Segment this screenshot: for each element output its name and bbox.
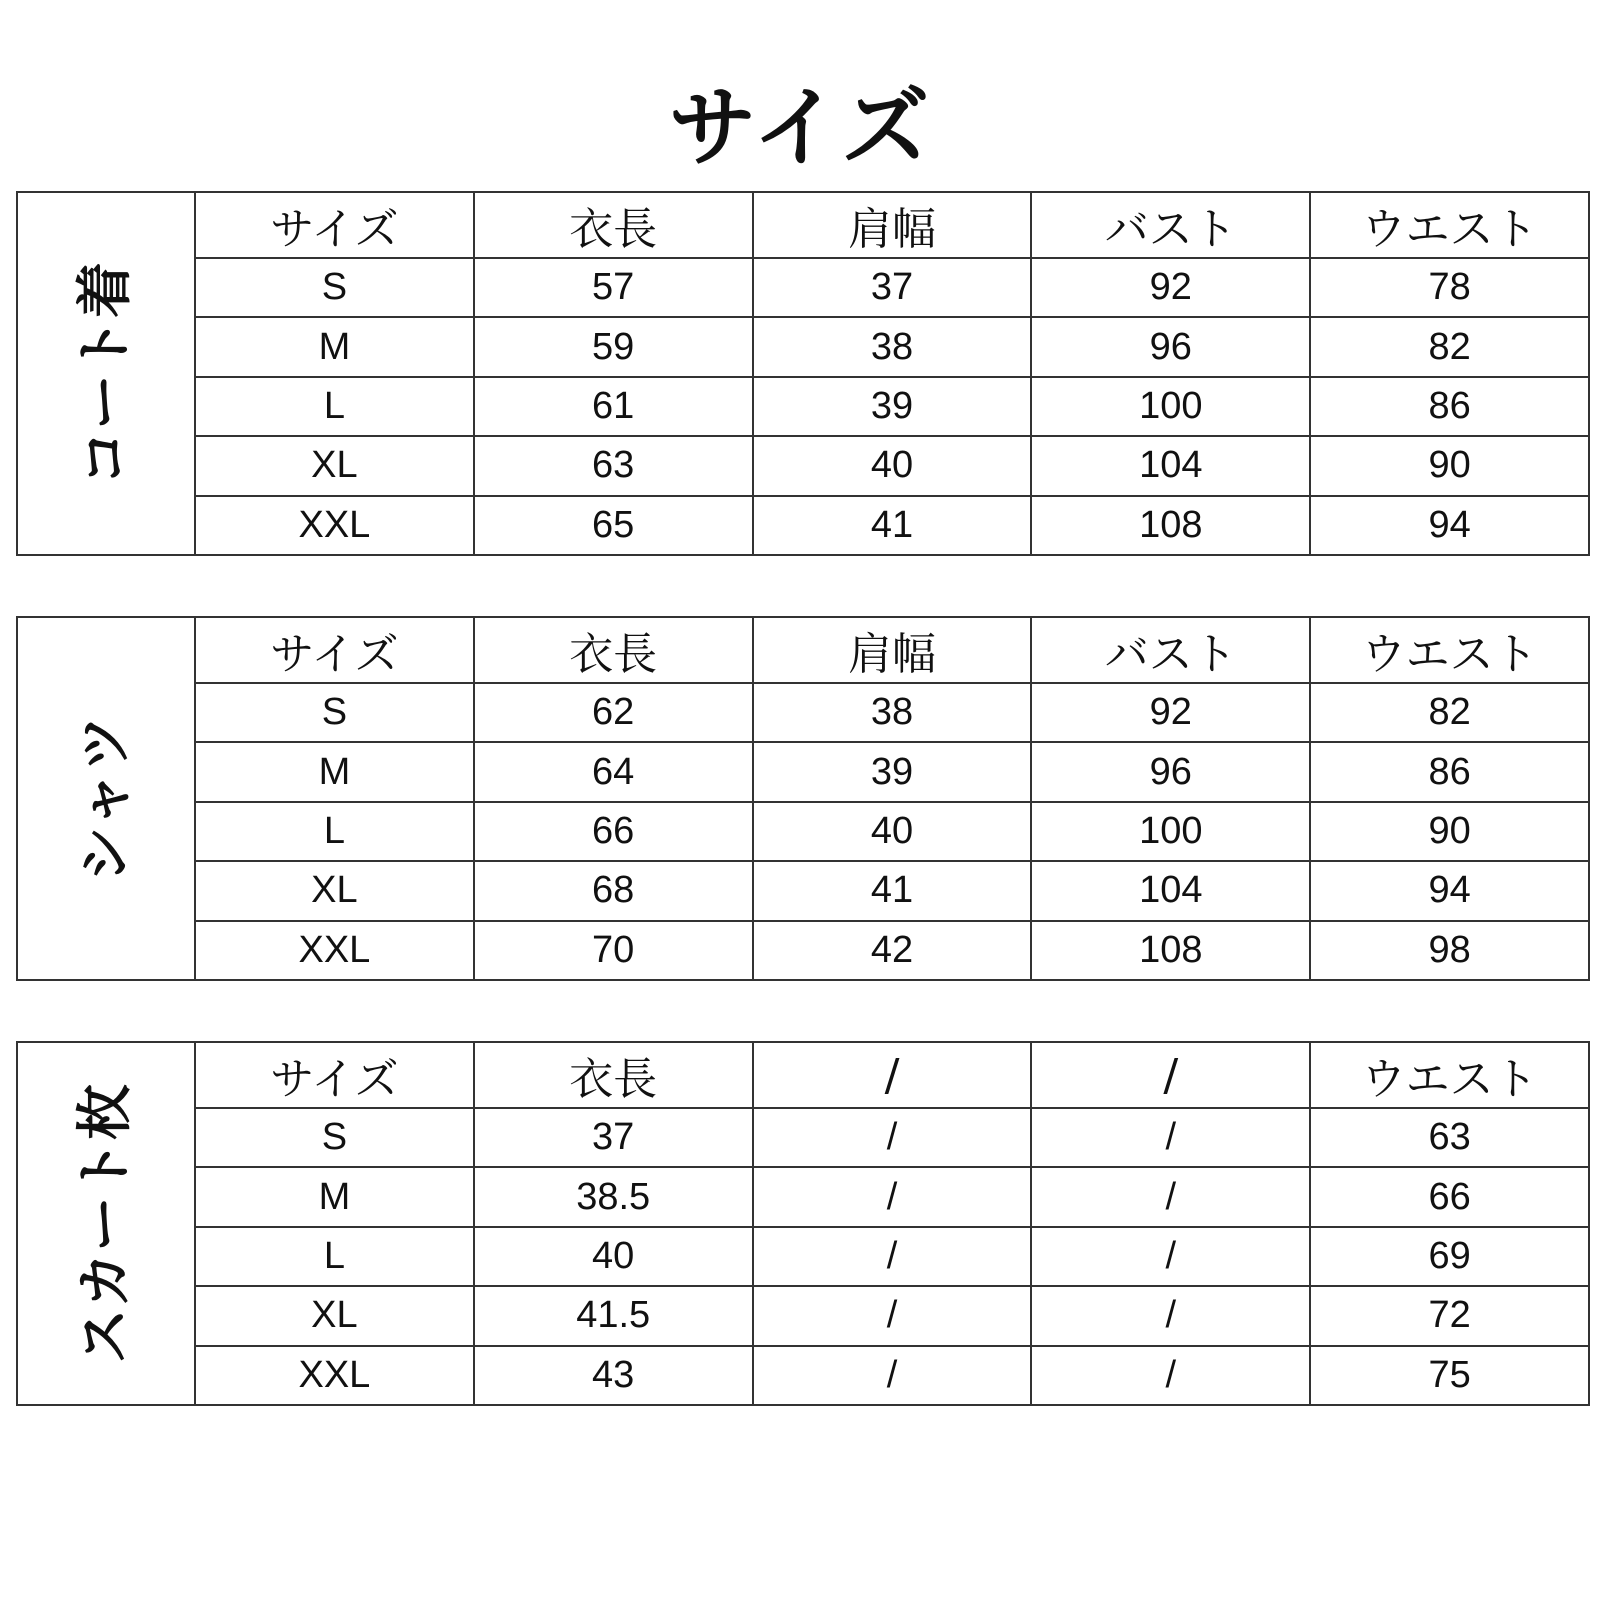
column-header: / <box>754 1043 1033 1107</box>
measurement-cell: 104 <box>1032 862 1311 919</box>
measurement-cell: 90 <box>1428 444 1471 487</box>
measurement-cell: 104 <box>1032 437 1311 494</box>
measurement-cell: / <box>754 1287 1033 1344</box>
column-header: ウエスト <box>1361 1054 1538 1105</box>
measurement-cell: / <box>754 1168 1033 1225</box>
table-grid <box>196 618 1588 979</box>
size-cell: M <box>196 318 475 375</box>
measurement-cell: 37 <box>754 259 1033 316</box>
table-row <box>196 437 1588 496</box>
measurement-cell: 78 <box>1428 266 1471 309</box>
column-header: サイズ <box>196 1043 475 1107</box>
table-row <box>196 862 1588 921</box>
size-cell: XL <box>196 437 475 494</box>
table-row <box>196 1228 1588 1287</box>
measurement-cell: 86 <box>1428 750 1471 793</box>
table-row <box>196 743 1588 802</box>
table-row <box>196 1109 1588 1168</box>
table-row <box>196 259 1588 318</box>
column-header: バスト <box>1032 193 1311 257</box>
table-row <box>196 684 1588 743</box>
column-header: 衣長 <box>475 193 754 257</box>
measurement-cell: 70 <box>475 922 754 979</box>
column-header: / <box>1032 1043 1311 1107</box>
measurement-cell: 68 <box>475 862 754 919</box>
column-header: 肩幅 <box>754 618 1033 682</box>
measurement-cell: 41 <box>754 497 1033 554</box>
measurement-cell: 42 <box>754 922 1033 979</box>
measurement-cell: 82 <box>1428 691 1471 734</box>
column-header: バスト <box>1032 618 1311 682</box>
column-header: ウエスト <box>1361 204 1538 255</box>
size-cell: S <box>196 684 475 741</box>
size-cell: XL <box>196 862 475 919</box>
measurement-cell: 75 <box>1428 1353 1471 1396</box>
measurement-cell: 40 <box>754 437 1033 494</box>
measurement-cell: 38 <box>754 318 1033 375</box>
measurement-cell: / <box>1032 1228 1311 1285</box>
table-side-label <box>18 618 196 979</box>
table-row <box>196 803 1588 862</box>
measurement-cell: 100 <box>1032 378 1311 435</box>
measurement-cell: 39 <box>754 743 1033 800</box>
side-label-text: スカート枚 <box>73 1083 138 1364</box>
measurement-cell: / <box>1032 1168 1311 1225</box>
table-side-label <box>18 1043 196 1404</box>
column-header: 肩幅 <box>754 193 1033 257</box>
table-grid <box>196 193 1588 554</box>
table-header-row <box>196 618 1588 684</box>
size-cell: XL <box>196 1287 475 1344</box>
measurement-cell: / <box>1032 1347 1311 1404</box>
side-label-text: シャツ <box>72 715 138 882</box>
column-header: 衣長 <box>475 1043 754 1107</box>
table-header-row <box>196 1043 1588 1109</box>
measurement-cell: 38 <box>754 684 1033 741</box>
measurement-cell: 37 <box>475 1109 754 1166</box>
table-row <box>196 1347 1588 1404</box>
size-cell: L <box>196 378 475 435</box>
measurement-cell: 92 <box>1032 684 1311 741</box>
measurement-cell: 100 <box>1032 803 1311 860</box>
size-cell: XXL <box>196 1347 475 1404</box>
column-header: サイズ <box>196 193 475 257</box>
page-title: サイズ <box>668 76 932 179</box>
measurement-cell: 63 <box>475 437 754 494</box>
measurement-cell: 41 <box>754 862 1033 919</box>
measurement-cell: 41.5 <box>475 1287 754 1344</box>
measurement-cell: 82 <box>1428 325 1471 368</box>
measurement-cell: 61 <box>475 378 754 435</box>
measurement-cell: 65 <box>475 497 754 554</box>
measurement-cell: 63 <box>1428 1116 1471 1159</box>
measurement-cell: 94 <box>1428 869 1471 912</box>
measurement-cell: 43 <box>475 1347 754 1404</box>
column-header: ウエスト <box>1361 629 1538 680</box>
measurement-cell: / <box>1032 1109 1311 1166</box>
measurement-cell: / <box>754 1347 1033 1404</box>
column-header: サイズ <box>196 618 475 682</box>
measurement-cell: 94 <box>1428 503 1471 546</box>
measurement-cell: 69 <box>1428 1235 1471 1278</box>
measurement-cell: / <box>754 1228 1033 1285</box>
table-row <box>196 1287 1588 1346</box>
table-header-row <box>196 193 1588 259</box>
table-row <box>196 378 1588 437</box>
shirt-size-table <box>16 616 1590 981</box>
table-grid <box>196 1043 1588 1404</box>
table-side-label <box>18 193 196 554</box>
table-row <box>196 922 1588 979</box>
size-cell: XXL <box>196 922 475 979</box>
size-cell: M <box>196 1168 475 1225</box>
size-cell: XXL <box>196 497 475 554</box>
skirt-size-table <box>16 1041 1590 1406</box>
measurement-cell: 98 <box>1428 928 1471 971</box>
measurement-cell: 86 <box>1428 385 1471 428</box>
measurement-cell: / <box>1032 1287 1311 1344</box>
measurement-cell: 64 <box>475 743 754 800</box>
table-row <box>196 497 1588 554</box>
table-row <box>196 1168 1588 1227</box>
measurement-cell: 66 <box>1428 1175 1471 1218</box>
measurement-cell: 38.5 <box>475 1168 754 1225</box>
size-cell: S <box>196 259 475 316</box>
size-cell: L <box>196 803 475 860</box>
side-label-text: コート着 <box>73 261 138 486</box>
measurement-cell: 62 <box>475 684 754 741</box>
measurement-cell: 108 <box>1032 922 1311 979</box>
size-cell: S <box>196 1109 475 1166</box>
measurement-cell: 66 <box>475 803 754 860</box>
measurement-cell: 96 <box>1032 318 1311 375</box>
measurement-cell: 92 <box>1032 259 1311 316</box>
measurement-cell: 96 <box>1032 743 1311 800</box>
measurement-cell: 90 <box>1428 810 1471 853</box>
size-cell: M <box>196 743 475 800</box>
measurement-cell: 40 <box>754 803 1033 860</box>
measurement-cell: 39 <box>754 378 1033 435</box>
measurement-cell: / <box>754 1109 1033 1166</box>
measurement-cell: 108 <box>1032 497 1311 554</box>
column-header: 衣長 <box>475 618 754 682</box>
measurement-cell: 59 <box>475 318 754 375</box>
table-row <box>196 318 1588 377</box>
measurement-cell: 57 <box>475 259 754 316</box>
measurement-cell: 40 <box>475 1228 754 1285</box>
measurement-cell: 72 <box>1428 1294 1471 1337</box>
coat-size-table <box>16 191 1590 556</box>
size-cell: L <box>196 1228 475 1285</box>
